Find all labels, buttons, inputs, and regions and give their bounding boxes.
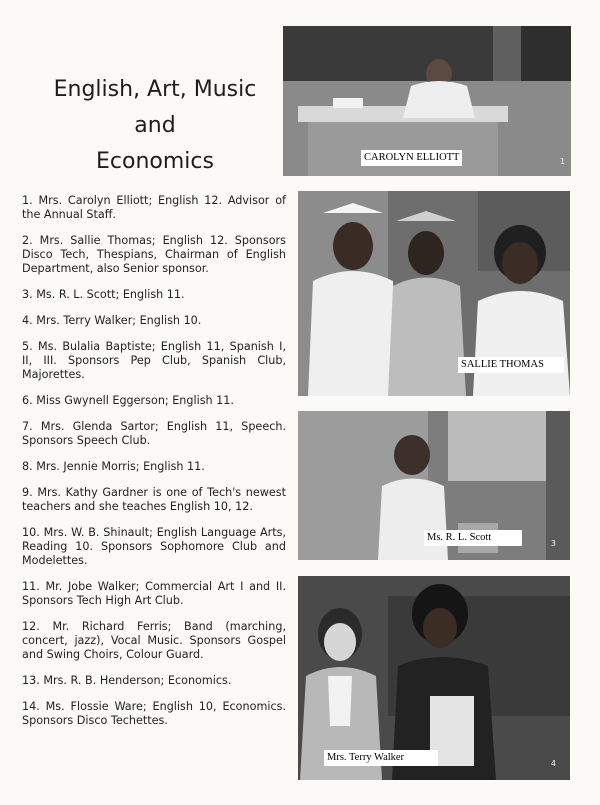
photo-caption: Ms. R. L. Scott <box>424 530 522 546</box>
list-item: 2. Mrs. Sallie Thomas; English 12. Sponsors Disco Tech, Thespians, Chairman of English Department, also Senior sponsor. <box>22 234 286 275</box>
list-item: 5. Ms. Bulalia Baptiste; English 11, Spanish I, II, III. Sponsors Pep Club, Spanish Club, Majorettes. <box>22 340 286 381</box>
list-item: 9. Mrs. Kathy Gardner is one of Tech's newest teachers and she teaches English 10, 12. <box>22 486 286 513</box>
list-item: 11. Mr. Jobe Walker; Commercial Art I and II. Sponsors Tech High Art Club. <box>22 580 286 607</box>
list-item: 6. Miss Gwynell Eggerson; English 11. <box>22 394 234 407</box>
photo-caption: CAROLYN ELLIOTT <box>361 150 462 166</box>
title-line-1: English, Art, Music <box>53 77 257 102</box>
list-item: 12. Mr. Richard Ferris; Band (marching, concert, jazz), Vocal Music. Sponsors Gospel and Swing Choirs, Colour Guard. <box>22 620 286 661</box>
photo-caption: SALLIE THOMAS <box>458 357 564 373</box>
list-item: 1. Mrs. Carolyn Elliott; English 12. Advisor of the Annual Staff. <box>22 194 286 221</box>
photo-number: 3 <box>550 539 556 548</box>
list-item: 7. Mrs. Glenda Sartor; English 11, Speech. Sponsors Speech Club. <box>22 420 286 447</box>
list-item: 4. Mrs. Terry Walker; English 10. <box>22 314 202 327</box>
photo-number: 4 <box>550 759 556 768</box>
page-title <box>40 72 270 180</box>
photo-caption: Mrs. Terry Walker <box>324 750 438 766</box>
photo-sallie-thomas <box>298 191 570 396</box>
faculty-list <box>22 194 286 740</box>
list-item: 10. Mrs. W. B. Shinault; English Language Arts, Reading 10. Sponsors Sophomore Club and Modelettes. <box>22 526 286 567</box>
photo-carolyn-elliott <box>283 26 571 176</box>
list-item: 14. Ms. Flossie Ware; English 10, Economics. Sponsors Disco Techettes. <box>22 700 286 727</box>
list-item: 3. Ms. R. L. Scott; English 11. <box>22 288 185 301</box>
list-item: 8. Mrs. Jennie Morris; English 11. <box>22 460 205 473</box>
title-line-2: and <box>134 113 176 138</box>
title-line-3: Economics <box>96 149 214 174</box>
photo-number: 1 <box>559 157 565 166</box>
photo-rl-scott <box>298 411 570 560</box>
list-item: 13. Mrs. R. B. Henderson; Economics. <box>22 674 232 687</box>
photo-terry-walker <box>298 576 570 780</box>
